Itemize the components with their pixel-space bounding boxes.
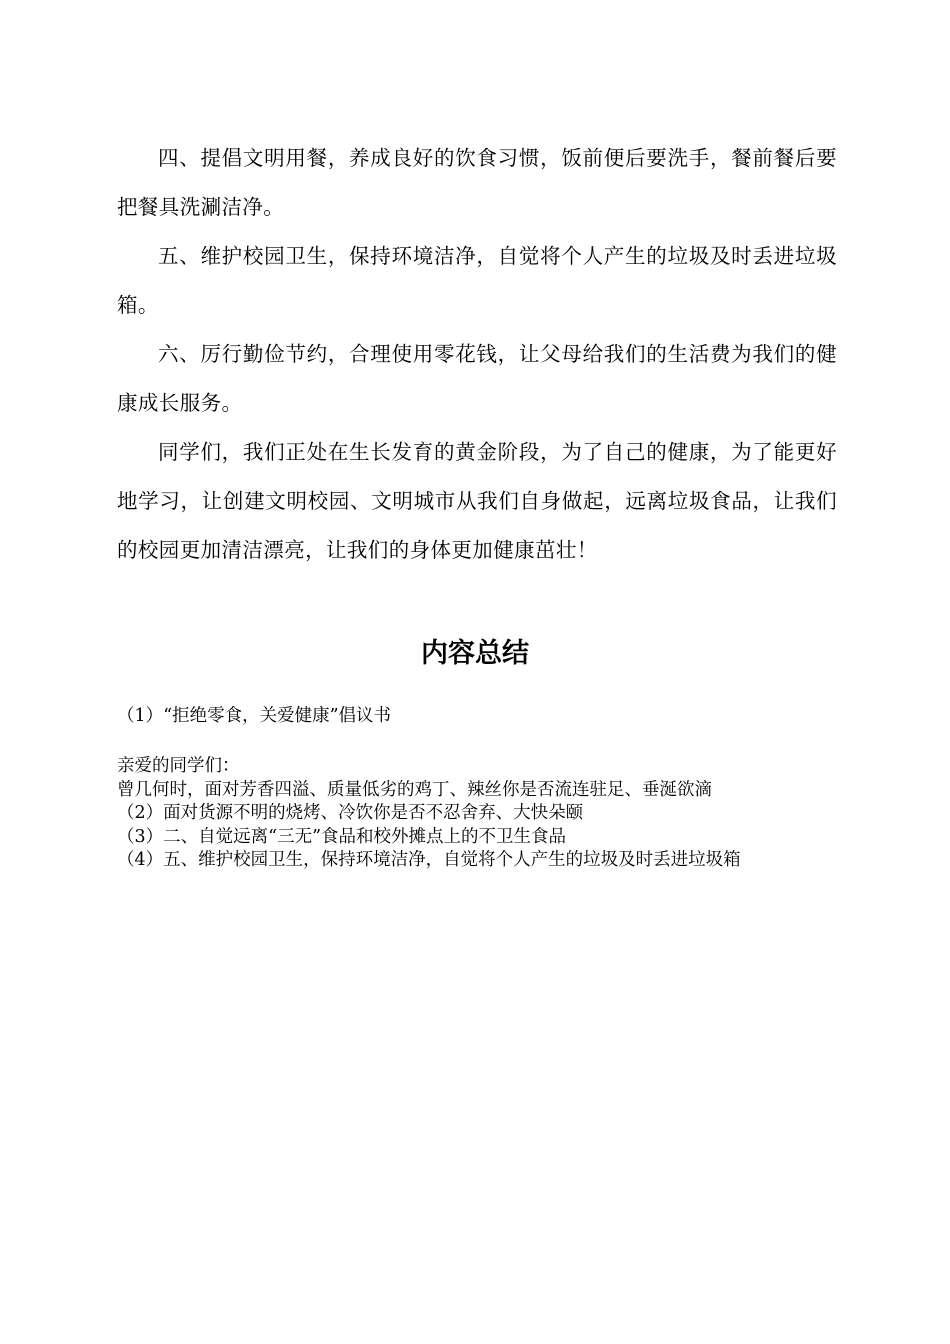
paragraph-five: 五、维护校园卫生，保持环境洁净，自觉将个人产生的垃圾及时丢进垃圾箱。 <box>117 244 837 317</box>
summary-item-4: （4）五、维护校园卫生，保持环境洁净，自觉将个人产生的垃圾及时丢进垃圾箱 <box>117 850 741 870</box>
summary-title: 内容总结 <box>421 638 529 669</box>
summary-item-2: （2）面对货源不明的烧烤、冷饮你是否不忍舍弃、大快朵颐 <box>117 803 584 823</box>
paragraph-closing: 同学们，我们正处在生长发育的黄金阶段，为了自己的健康，为了能更好地学习，让创建文明校园、文明城市从我们自身做起，远离垃圾食品，让我们的校园更加清洁漂亮，让我们的身体更加健康茁壮！ <box>117 440 837 562</box>
paragraph-six: 六、厉行勤俭节约，合理使用零花钱，让父母给我们的生活费为我们的健康成长服务。 <box>117 342 837 415</box>
paragraph-four: 四、提倡文明用餐，养成良好的饮食习惯，饭前便后要洗手，餐前餐后要把餐具洗涮洁净。 <box>117 146 837 219</box>
summary-item-1: （1）“拒绝零食，关爱健康”倡议书 <box>117 706 392 726</box>
summary-greeting: 亲爱的同学们： <box>117 756 240 776</box>
summary-item-3: （3）二、自觉远离“三无”食品和校外摊点上的不卫生食品 <box>117 826 567 847</box>
body-text <box>117 134 837 575</box>
summary-line: 曾几何时，面对芳香四溢、质量低劣的鸡丁、辣丝你是否流连驻足、垂涎欲滴 <box>117 779 712 800</box>
summary-list <box>117 755 837 873</box>
